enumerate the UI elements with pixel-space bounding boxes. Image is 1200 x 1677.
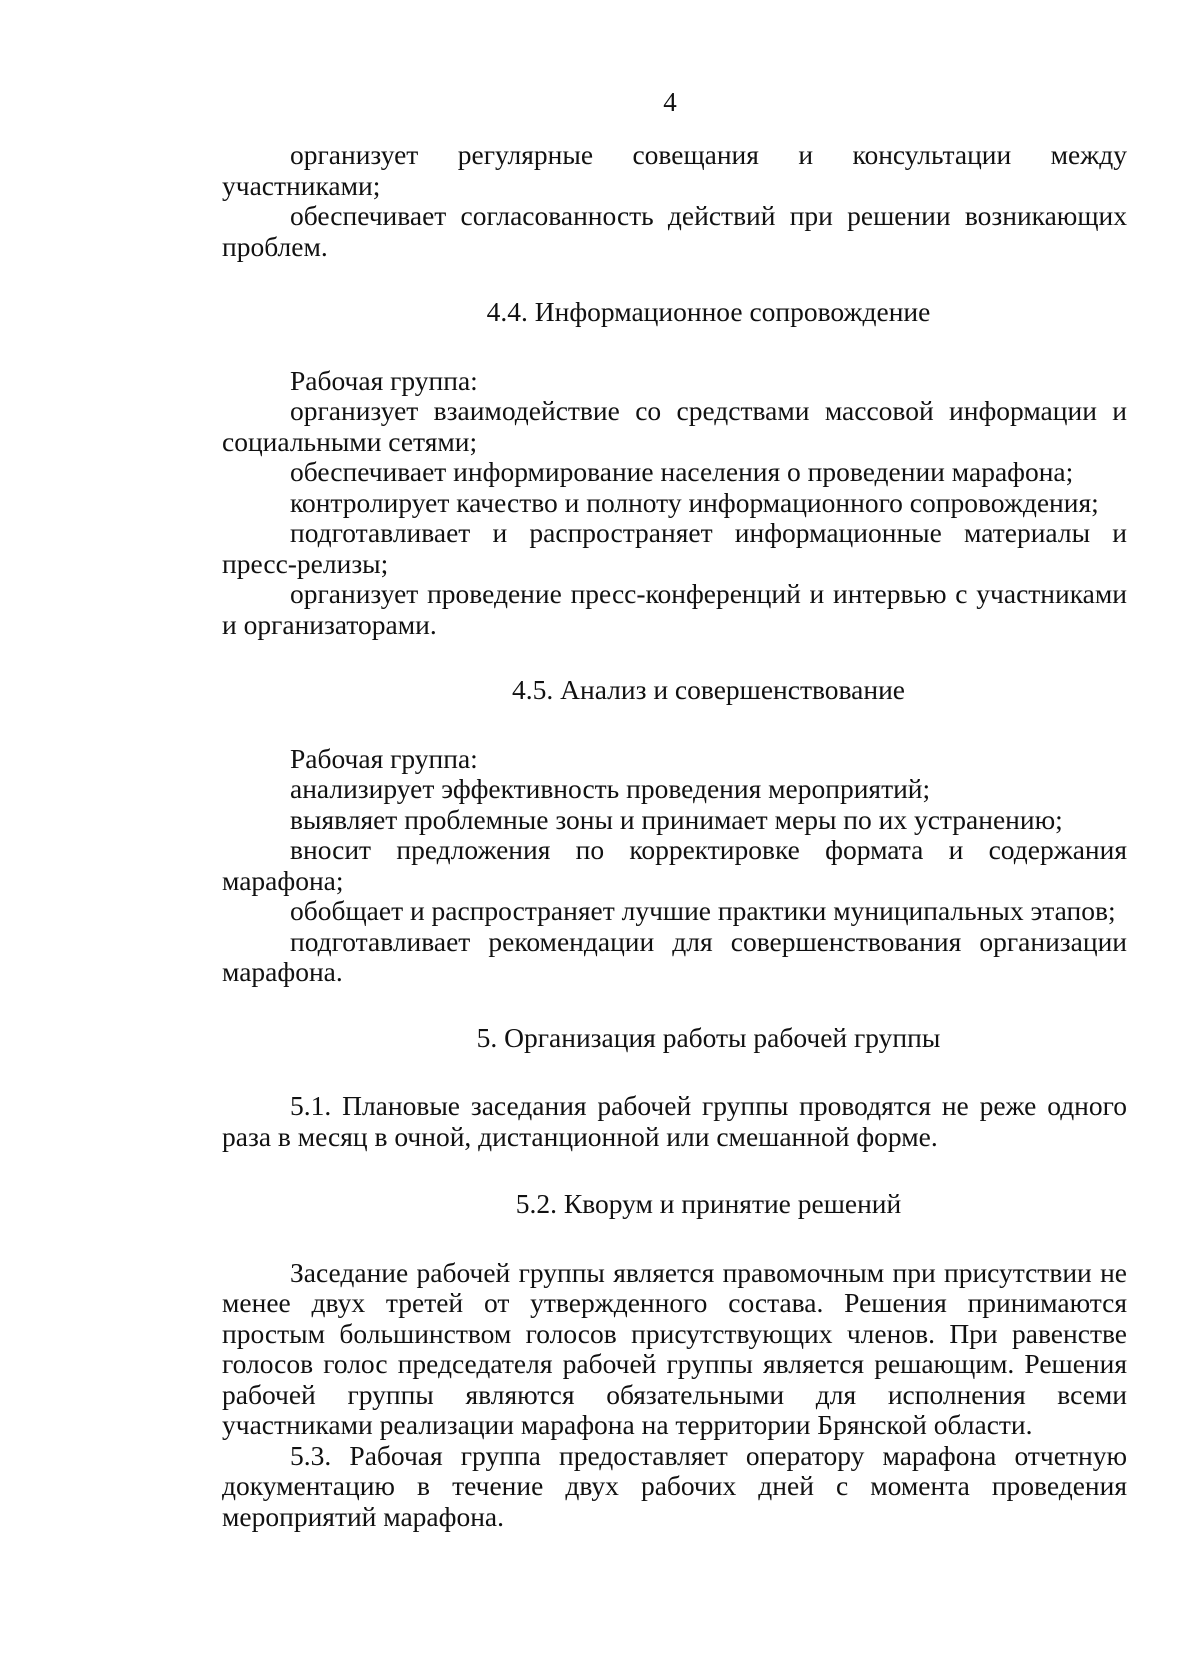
paragraph: Заседание рабочей группы является правомочным при присутствии не менее двух третей от утвержденного состава. Решения принимаются простым большинством голосов присутствующих членов. При равенстве голосов голос председателя рабочей группы является решающим. Решения рабочей группы являются обязательными для исполнения всеми участниками реализации марафона на территории Брянской области.	[222, 1256, 1127, 1440]
section-heading: 4.5. Анализ и совершенствование	[512, 674, 905, 705]
page-number: 4	[663, 87, 677, 117]
paragraph: подготавливает рекомендации для совершенствования организации марафона.	[222, 925, 1127, 987]
paragraph: вносит предложения по корректировке формата и содержания марафона;	[222, 834, 1127, 896]
paragraph: выявляет проблемные зоны и принимает меры по их устранению;	[290, 803, 1063, 835]
paragraph: анализирует эффективность проведения мероприятий;	[290, 773, 931, 804]
paragraph: организует проведение пресс-конференций и интервью с участниками и организаторами.	[222, 578, 1127, 640]
paragraph: организует регулярные совещания и консультации между участниками;	[222, 139, 1127, 201]
section-heading: 5.2. Кворум и принятие решений	[515, 1188, 902, 1219]
document-body	[222, 140, 1127, 1532]
paragraph: 5.3. Рабочая группа предоставляет оператору марафона отчетную документацию в течение двух рабочих дней с момента проведения мероприятий марафона.	[222, 1439, 1127, 1532]
paragraph: обеспечивает согласованность действий при решении возникающих проблем.	[222, 200, 1127, 262]
section-heading: 5. Организация работы рабочей группы	[476, 1021, 941, 1053]
paragraph: подготавливает и распространяет информационные материалы и пресс-релизы;	[222, 517, 1127, 579]
paragraph: 5.1. Плановые заседания рабочей группы проводятся не реже одного раза в месяц в очной, дистанционной или смешанной форме.	[222, 1090, 1127, 1152]
paragraph: обеспечивает информирование населения о проведении марафона;	[290, 456, 1074, 487]
paragraph: Рабочая группа:	[290, 364, 478, 396]
paragraph: организует взаимодействие со средствами массовой информации и социальными сетями;	[222, 395, 1127, 457]
paragraph: контролирует качество и полноту информационного сопровождения;	[290, 486, 1099, 518]
paragraph: обобщает и распространяет лучшие практики муниципальных этапов;	[290, 895, 1116, 926]
section-heading: 4.4. Информационное сопровождение	[486, 296, 931, 327]
paragraph: Рабочая группа:	[290, 742, 478, 774]
